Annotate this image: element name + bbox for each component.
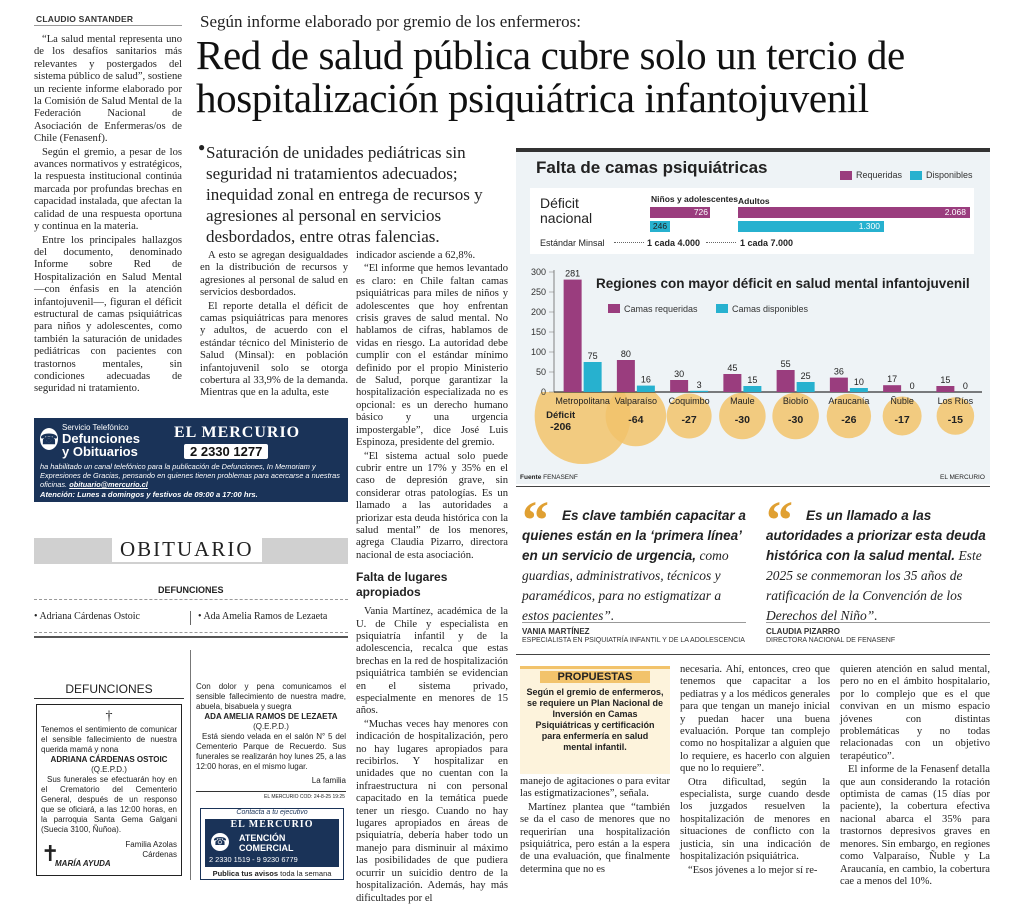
bar-value-label: 15 — [940, 375, 951, 385]
quote-rest: como guardias, administrativos, técnicos y paramédicos, para no estigmatizar a estos pacientes”. — [522, 548, 729, 623]
obit-name-text: Adriana Cárdenas Ostoic — [39, 611, 140, 622]
obit-name-1[interactable]: • Adriana Cárdenas Ostoic — [34, 611, 140, 622]
quote-author: VANIA MARTÍNEZ — [522, 627, 590, 636]
adults-available-value: 1.300 — [858, 221, 880, 231]
deficit-label — [540, 196, 592, 226]
paragraph: necesaria. Ahí, entonces, creo que tenemos que capacitar a los pediatras y a los médicos generales para que tengan un manejo inicial y puedan hacer una buena evaluación. Porque tan complejo como no hospitalizar a alguien que lo requiere, es hacerlo con alguien que no lo requiere”. — [680, 664, 830, 775]
category-label: Maule — [730, 396, 755, 406]
bar-value-label: 0 — [962, 381, 968, 391]
bar-value-label: 0 — [909, 381, 915, 391]
deficit-label-1: Déficit — [540, 195, 579, 211]
quote-author: CLAUDIA PIZARRO — [766, 627, 840, 636]
quote-role: DIRECTORA NACIONAL DE FENASENF — [766, 637, 896, 644]
propuestas-text: Según el gremio de enfermeros, se requiere un Plan Nacional de Inversión en Camas Psiquiátricas y certificación para enfermería en salud mental infantil. — [526, 687, 664, 752]
obit-name-text: Ada Amelia Ramos de Lezaeta — [203, 611, 328, 622]
divider — [516, 148, 990, 152]
legend-label: Camas requeridas — [624, 304, 698, 314]
quote-1 — [522, 506, 746, 626]
ad-hours: Atención: Lunes a domingos y festivos de 09:00 a 17:00 hrs. — [40, 490, 258, 499]
bar — [617, 360, 635, 392]
category-label: Metropolitana — [555, 396, 610, 406]
y-tick-label: 300 — [530, 267, 546, 277]
service-label: Servicio Telefónico — [62, 423, 129, 432]
propuestas-title: PROPUESTAS — [540, 671, 650, 683]
paragraph: Otra dificultad, según la especialista, surge cuando desde los juzgados resuelven la hospitalización de menores en situaciones de conflicto con la justicia, sin una indicación de hospitalización psiquiátrica. — [680, 776, 830, 863]
deficit-value: -206 — [550, 421, 572, 433]
notice-sign-2: Cárdenas — [142, 850, 177, 859]
contact-phone[interactable]: 2 2330 1519 - 9 9230 6779 — [209, 855, 298, 864]
bar — [723, 374, 741, 392]
bar — [690, 391, 708, 392]
divider — [190, 611, 191, 625]
subhead: Falta de lugares apropiados — [356, 570, 448, 600]
deficit-value: -30 — [734, 414, 750, 426]
contact-box — [205, 819, 339, 867]
paragraph: “El informe que hemos levantado es claro: en Chile faltan camas psiquiátricas para miles de niños y adolescentes que hoy enfrentan crisis graves de salud mental. No hablamos de cifras, hablamos de vidas en riesgo. La autoridad debe cumplir con el estándar mínimo definido por el propio Ministerio de Salud, porque garantizar la hospitalización especializada no es opcional: es un derecho humano básico y una urgencia impostergable”, dice José Luis Espinoza, presidente del gremio. — [356, 263, 508, 449]
kids-available-value: 246 — [652, 221, 668, 231]
maria-ayuda-logo: MARÍA AYUDA — [55, 859, 111, 868]
infographic-title: Falta de camas psiquiátricas — [536, 158, 768, 177]
regional-bar-chart — [516, 258, 990, 472]
divider — [614, 242, 644, 243]
obituario-title: OBITUARIO — [112, 537, 262, 562]
bar — [584, 362, 602, 392]
legend-swatch — [716, 304, 728, 313]
quote-mark-icon: “ — [766, 490, 793, 550]
category-label: Los Ríos — [937, 396, 974, 406]
notice-body: Está siendo velada en el salón N° 5 del Cementerio Parque de Recuerdo. Sus funerales se realizarán hoy lunes 25, a las 12:00 horas, en el mismo lugar. — [196, 732, 346, 771]
legend-label: Requeridas — [856, 170, 903, 180]
byline: CLAUDIO SANTANDER — [36, 14, 134, 24]
ad-desc: ha habilitado un canal telefónico para la publicación de Defunciones, In Memoriam y Expresiones de Gracias, pensando en quienes tienen problemas para acercarse a nuestras oficinas. — [40, 462, 340, 489]
deck: Saturación de unidades pediátricas sin seguridad ni tratamientos adecuados; inequidad zonal en entrega de recursos y agresiones al personal en servicios desbordados, entre otras falencias. — [206, 143, 483, 246]
bar — [743, 386, 761, 392]
source — [520, 474, 578, 481]
legend-swatch — [840, 171, 852, 180]
y-tick-label: 200 — [530, 307, 546, 317]
phone-icon: ☎ — [211, 833, 229, 851]
category-label: Araucanía — [828, 396, 870, 406]
paragraph: manejo de agitaciones o para evitar las estigmatizaciones”, señala. — [520, 776, 670, 800]
paragraph: quieren atención en salud mental, pero no en el ámbito hospitalario, por lo complejo que es el que convivan en un mismo espacio jóvenes con distintas problemáticas y no todas relacionadas con un objetivo terapéutico”. — [840, 664, 990, 762]
defunciones-header: DEFUNCIONES — [65, 682, 153, 696]
kicker: Según informe elaborado por gremio de los enfermeros: — [200, 12, 581, 31]
quote-rest: Este 2025 se conmemoran los 35 años de ratificación de la Convención de los Derechos del Niño”. — [766, 548, 982, 623]
adults-standard: 1 cada 7.000 — [740, 238, 794, 248]
bar — [777, 370, 795, 392]
legend-available — [910, 170, 973, 180]
divider — [190, 650, 191, 880]
legend-swatch — [910, 171, 922, 180]
kids-required-value: 726 — [693, 207, 708, 217]
service-title: Defunciones — [62, 431, 141, 446]
divider — [516, 486, 990, 487]
source-value: FENASENF — [543, 474, 578, 481]
category-label: Ñuble — [890, 396, 914, 406]
paragraph: “Muchas veces hay menores con indicación de hospitalización, pero no hay lugares apropiados para recibirlos. Y hospitalizar en unidades que no cuentan con la infraestructura ni con personal capacitado en la temática puede tener un riesgo. Cuando no hay lugares apropiados en áreas de psiquiatría, debería haber todo un manejo para disminuir al máximo las posibilidades de que pudiera ocurrir un suicidio dentro de la hospitalización. Además, hay más dificultades por el — [356, 718, 508, 904]
obituario-sub: DEFUNCIONES — [158, 585, 224, 595]
chart-title: Regiones con mayor déficit en salud mental infantojuvenil — [596, 276, 970, 291]
legend-required — [840, 170, 902, 180]
quote-mark-icon: “ — [522, 490, 549, 550]
phone-service-ad — [34, 418, 348, 502]
atencion-label-2: COMERCIAL — [239, 843, 294, 853]
obit-notice-2 — [196, 682, 346, 786]
legend-swatch — [608, 304, 620, 313]
bar-value-label: 30 — [674, 369, 685, 379]
deficit-value: -15 — [947, 414, 963, 426]
bar — [830, 378, 848, 392]
ad-text — [40, 462, 342, 489]
brand-logo: EL MERCURIO — [230, 819, 314, 830]
credit: EL MERCURIO — [940, 474, 985, 481]
legend-label: Camas disponibles — [732, 304, 809, 314]
paragraph: Martínez plantea que “también se da el caso de menores que no requerirían una hospitalización psiquiátrica, pero están a la espera de una evaluación, que finalmente determina que no es — [520, 801, 670, 875]
article-col-2 — [200, 250, 348, 401]
bar-value-label: 55 — [780, 359, 791, 369]
kids-standard: 1 cada 4.000 — [647, 238, 701, 248]
bar-value-label: 16 — [640, 374, 651, 385]
paragraph: indicador asciende a 62,8%. — [356, 250, 476, 261]
bar — [637, 386, 655, 392]
notice-sign: La familia — [311, 776, 346, 785]
divider — [766, 622, 990, 623]
deficit-label-2: nacional — [540, 210, 593, 226]
bar — [936, 386, 954, 392]
y-tick-label: 150 — [530, 327, 546, 337]
legend-label: Disponibles — [926, 170, 973, 180]
paragraph: El reporte detalla el déficit de camas psiquiátricas para menores y adultos, de acuerdo con el estándar técnico del Ministerio de Salud (Minsal): en población infantojuvenil solo se otorga cobertura al 33,9% de la demanda. Mientras que en la adulta, este — [200, 300, 348, 399]
notice-sign: Familia Azolas — [125, 840, 177, 849]
obit-notice-1 — [36, 704, 182, 876]
divider — [706, 242, 736, 243]
y-tick-label: 0 — [540, 387, 546, 397]
headline — [196, 34, 905, 120]
notice-intro: Con dolor y pena comunicamos el sensible fallecimiento de nuestra madre, abuela, bisabuela y suegra — [196, 682, 346, 711]
article-col-5 — [680, 664, 830, 878]
bar-value-label: 75 — [587, 351, 598, 361]
divider — [34, 599, 348, 600]
contact-top: Contacta a tu ejecutivo — [236, 809, 308, 816]
bar — [883, 385, 901, 392]
phone-icon: ☎ — [40, 428, 58, 450]
notice-name: ADA AMELIA RAMOS DE LEZAETA — [204, 712, 338, 721]
paragraph: “El sistema actual solo puede cubrir entre un 17% y 35% en el caso de depresión grave, sin considerar otras patologías. Es un llamado a las autoridades a priorizar esta deuda histórica con la salud mental” de los menores, agrega Claudia Pizarro, directora nacional de esta asociación. — [356, 450, 508, 561]
obit-name-2[interactable]: • Ada Amelia Ramos de Lezaeta — [198, 611, 328, 622]
bar-value-label: 10 — [853, 377, 864, 387]
publica-line — [205, 869, 339, 878]
paragraph: “Esos jóvenes a lo mejor sí re- — [688, 864, 818, 876]
y-tick-label: 100 — [530, 347, 546, 357]
category-label: Valparaíso — [614, 396, 658, 406]
quote-bold: Es clave también capacitar a quienes están en la ‘primera línea’ en un servicio de urgencia, — [522, 508, 746, 563]
divider — [34, 636, 348, 638]
article-col-6 — [840, 664, 990, 889]
category-label: Biobío — [782, 396, 809, 406]
bar — [797, 382, 815, 392]
standard-label: Estándar Minsal — [540, 238, 605, 248]
publica-text: Publica tus avisos — [212, 869, 279, 878]
deficit-title: Déficit — [546, 410, 576, 421]
bar-value-label: 80 — [620, 349, 631, 359]
service-title-2: y Obituarios — [62, 444, 138, 459]
divider — [522, 622, 746, 623]
cross-icon: † — [105, 709, 113, 724]
divider — [196, 791, 346, 792]
adults-required-value: 2.068 — [944, 207, 966, 217]
category-label: Coquimbo — [668, 396, 710, 406]
deficit-value: -64 — [628, 414, 644, 426]
group-kids-label: Niños y adolescentes — [651, 194, 738, 204]
paragraph: “La salud mental representa uno de los desafíos sanitarios más relevantes y postergados del sistema público de salud”, sostiene un reciente informe elaborado por la Comisión de Salud Mental de la Federación Nacional de Asociación de Enfermeras/os de Chile (Fenasenf). — [34, 34, 182, 145]
deficit-value: -26 — [841, 414, 857, 426]
deficit-value: -27 — [681, 414, 697, 426]
notice-qepd: (Q.E.P.D.) — [91, 765, 127, 774]
contact-ad — [200, 808, 344, 880]
paragraph: Entre los principales hallazgos del documento, denominado Informe sobre Red de Hospitalización en Salud Mental —con énfasis en la atención infantojuvenil—, figuran el déficit estructural de camas psiquiátricas para niños y adolescentes, como también la saturación de unidades pediátricas con pacientes con trastornos mentales, sin condiciones adecuadas de seguridad ni tratamiento. — [34, 234, 182, 395]
y-tick-label: 250 — [530, 287, 546, 297]
divider — [34, 632, 348, 633]
article-col-1 — [34, 34, 182, 397]
quote-bold: Es un llamado a las autoridades a priorizar esta deuda histórica con la salud mental. — [766, 508, 986, 563]
headline-line: hospitalización psiquiátrica infantojuvenil — [196, 75, 869, 121]
bar-value-label: 17 — [887, 374, 898, 385]
paragraph: Según el gremio, a pesar de los avances normativos y estratégicos, la respuesta institucional continúa marcada por profundas brechas en capacidad instalada, que afectan la calidad de una respuesta oportuna y continua en la materia. — [34, 146, 182, 233]
notice-qepd: (Q.E.P.D.) — [253, 722, 289, 731]
deficit-value: -30 — [788, 414, 804, 426]
atencion-label: ATENCIÓN — [239, 833, 286, 843]
propuestas-box — [520, 666, 670, 774]
bar-value-label: 45 — [727, 363, 738, 373]
article-col-3 — [356, 250, 508, 906]
deficit-value: -17 — [894, 414, 910, 426]
publica-text-2: toda la semana — [280, 869, 332, 878]
cross-icon: ✝ — [41, 841, 60, 866]
article-col-4 — [520, 776, 670, 877]
notice-intro: Tenemos el sentimiento de comunicar el sensible fallecimiento de nuestra querida mamá y nona — [41, 725, 177, 754]
bar — [564, 280, 582, 392]
divider — [34, 698, 184, 699]
quote-2 — [766, 506, 990, 626]
paragraph: El informe de la Fenasenf detalla que aun considerando la rotación optimista de camas (15 días por paciente), la cobertura efectiva nacional abarca el 35% para trastornos depresivos graves en menores. Sin embargo, en regiones como Valparaíso, Ñuble y La Araucanía, en cambio, la cobertura cae a menos del 10%. — [840, 764, 990, 887]
group-adults-label: Adultos — [738, 196, 770, 206]
bar-value-label: 15 — [747, 375, 758, 385]
divider — [34, 25, 182, 26]
bar-value-label: 25 — [800, 371, 811, 381]
source-label: Fuente — [520, 474, 542, 481]
brand-logo: EL MERCURIO — [174, 424, 301, 441]
bar — [850, 388, 868, 392]
paragraph: A esto se agregan desigualdades en la distribución de recursos y agresiones al personal de salud en servicios desbordados. — [200, 250, 348, 299]
notice-body: Sus funerales se efectuarán hoy en el Crematorio del Cementerio General, después de un responso que se oficiará, a las 12:00 horas, en la parroquia Santa Gema Galgani (Suecia 3100, Ñuñoa). — [41, 775, 177, 834]
quote-role: ESPECIALISTA EN PSIQUIATRÍA INFANTIL Y DE LA ADOLESCENCIA — [522, 637, 745, 644]
bullet-icon: ● — [198, 140, 206, 154]
paragraph: Vania Martínez, académica de la U. de Chile y especialista en psiquiatría infantil y de la adolescencia, recalca que estas brechas en la red de hospitalización psiquiátrica también se evidencian en el sistema privado, especialmente en menores de 15 años. — [356, 606, 508, 717]
bar-value-label: 36 — [833, 366, 844, 377]
bar-value-label: 281 — [565, 268, 581, 279]
bar — [670, 380, 688, 392]
headline-line: Red de salud pública cubre solo un tercio de — [196, 32, 905, 78]
y-tick-label: 50 — [535, 367, 546, 377]
bar-value-label: 3 — [696, 379, 702, 390]
divider — [516, 654, 990, 655]
notice-name: ADRIANA CÁRDENAS OSTOIC — [50, 755, 168, 764]
phone-number[interactable]: 2 2330 1277 — [184, 444, 268, 459]
email-link[interactable]: obituario@mercurio.cl — [69, 480, 148, 489]
notice-code: EL MERCURIO COD: 24-8-25 19:25 — [264, 794, 345, 800]
